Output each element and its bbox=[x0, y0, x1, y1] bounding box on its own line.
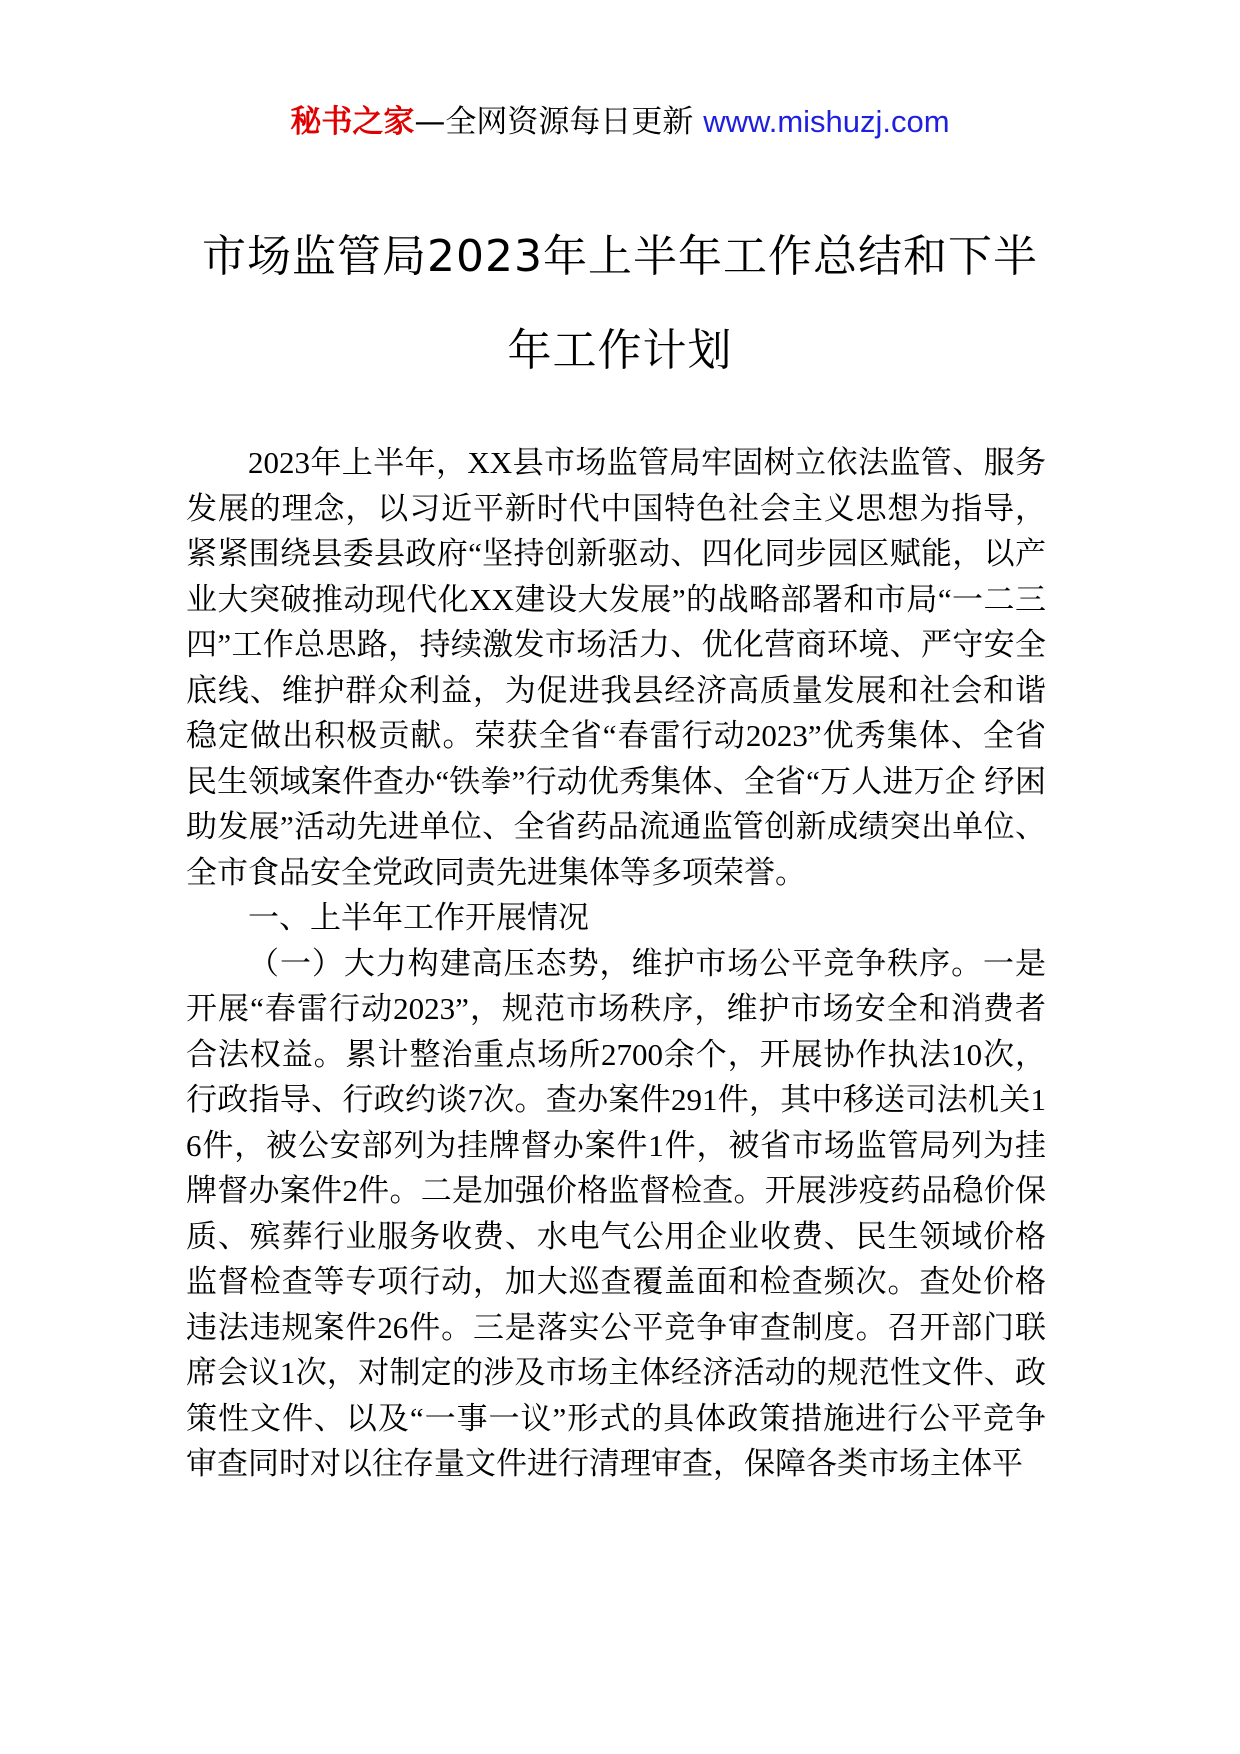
site-url: www.mishuzj.com bbox=[703, 104, 950, 139]
intro-paragraph: 2023年上半年，XX县市场监管局牢固树立依法监管、服务发展的理念，以习近平新时代中国特色社会主义思想为指导，紧紧围绕县委县政府“坚持创新驱动、四化同步园区赋能，以产业大突破推动现代化XX建设大发展”的战略部署和市局“一二三四”工作总思路，持续激发市场活力、优化营商环境、严守安全底线、维护群众利益，为促进我县经济高质量发展和社会和谐稳定做出积极贡献。荣获全省“春雷行动2023”优秀集体、全省民生领域案件查办“铁拳”行动优秀集体、全省“万人进万企 纾困助发展”活动先进单位、全省药品流通监管创新成绩突出单位、全市食品安全党政同责先进集体等多项荣誉。 bbox=[186, 445, 1046, 890]
banner-slogan: —全网资源每日更新 bbox=[414, 104, 704, 140]
title-line-1: 市场监管局2023年上半年工作总结和下半 bbox=[202, 231, 1038, 282]
brand-name: 秘书之家 bbox=[290, 104, 415, 140]
site-banner bbox=[0, 100, 1240, 144]
title-line-2: 年工作计划 bbox=[507, 325, 733, 376]
document-body bbox=[186, 440, 1046, 1487]
section-heading: 一、上半年工作开展情况 bbox=[248, 900, 589, 935]
body-paragraph: （一）大力构建高压态势，维护市场公平竞争秩序。一是开展“春雷行动2023”，规范市场秩序，维护市场安全和消费者合法权益。累计整治重点场所2700余个，开展协作执法10次，行政指导、行政约谈7次。查办案件291件，其中移送司法机关16件，被公安部列为挂牌督办案件1件，被省市场监管局列为挂牌督办案件2件。二是加强价格监督检查。开展涉疫药品稳价保质、殡葬行业服务收费、水电气公用企业收费、民生领域价格监督检查等专项行动，加大巡查覆盖面和检查频次。查处价格违法违规案件26件。三是落实公平竞争审查制度。召开部门联席会议1次，对制定的涉及市场主体经济活动的规范性文件、政策性文件、以及“一事一议”形式的具体政策措施进行公平竞争审查同时对以往存量文件进行清理审查，保障各类市场主体平 bbox=[186, 945, 1046, 1481]
document-title bbox=[140, 210, 1100, 398]
